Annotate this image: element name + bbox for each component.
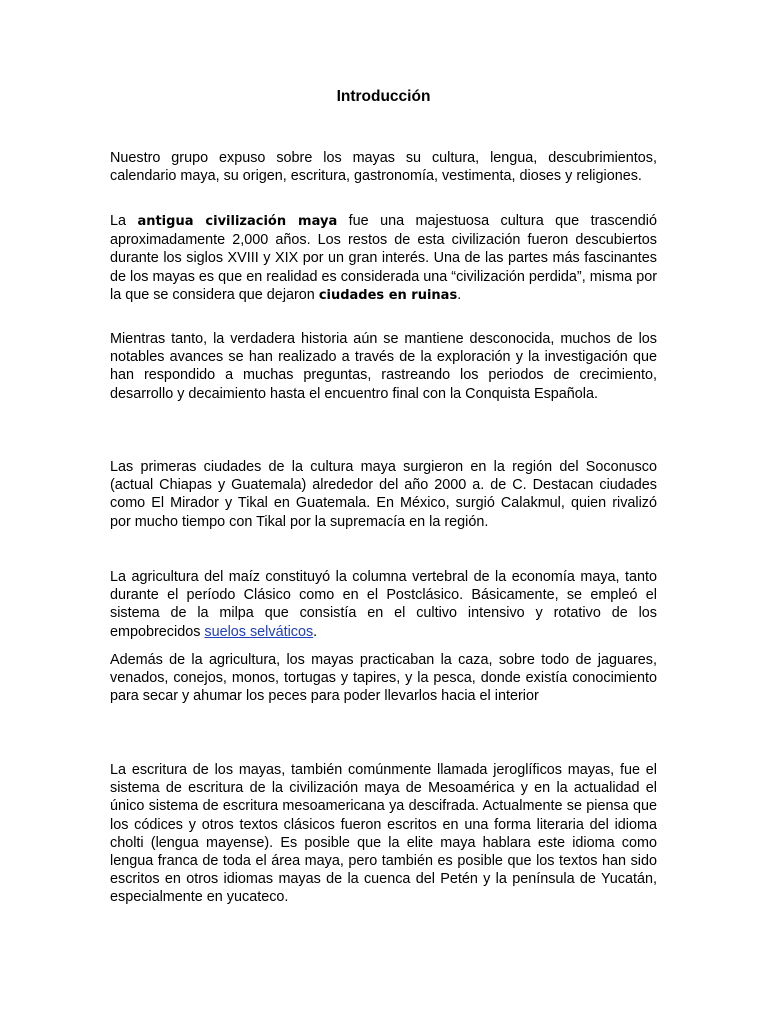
- bold-phrase-ciudades-en-ruinas: ciudades en ruinas: [318, 287, 458, 303]
- paragraph-ancient-civilization: [110, 212, 657, 305]
- paragraph-writing: La escritura de los mayas, también comúnmente llamada jeroglíficos mayas, fue el sistema de escritura de la civilización maya de Mesoamérica y en la actualidad el único sistema de escritura mesoamericana ya descifrada. Actualmente se piensa que los códices y otros textos clásicos fueron escritos en una forma literaria del idioma cholti (lengua mayense). Es posible que la elite maya hablara este idioma como lengua franca de toda el área maya, pero también es posible que los textos han sido escritos en otros idiomas mayas de la cuenca del Petén y la península de Yucatán, especialmente en yucateco.: [110, 762, 657, 906]
- paragraph-text: La: [110, 213, 138, 229]
- paragraph-history: Mientras tanto, la verdadera historia aún se mantiene desconocida, muchos de los notables avances se han realizado a través de la exploración y la investigación que han respondido a muchas preguntas, rastreando los periodos de crecimiento, desarrollo y decaimiento hasta el encuentro final con la Conquista Española.: [110, 331, 657, 402]
- paragraph-first-cities: Las primeras ciudades de la cultura maya surgieron en la región del Soconusco (actual Chiapas y Guatemala) alrededor del año 2000 a. de C. Destacan ciudades como El Mirador y Tikal en Guatemala. En México, surgió Calakmul, quien rivalizó por mucho tiempo con Tikal por la supremacía en la región.: [110, 459, 657, 530]
- paragraph-text: .: [313, 623, 318, 640]
- paragraph-group-topics: Nuestro grupo expuso sobre los mayas su cultura, lengua, descubrimientos, calendario maya, su origen, escritura, gastronomía, vestimenta, dioses y religiones.: [110, 150, 657, 185]
- link-suelos-selvaticos[interactable]: suelos selváticos: [204, 623, 314, 640]
- paragraph-agriculture: [110, 568, 657, 641]
- paragraph-hunting-fishing: Además de la agricultura, los mayas practicaban la caza, sobre todo de jaguares, venados, conejos, monos, tortugas y tapires, y la pesca, donde existía conocimiento para secar y ahumar los peces para poder llevarlos hacia el interior: [110, 652, 657, 705]
- paragraph-text: fue una majestuosa cultura que trascendió aproximadamente 2,000 años. Los restos de esta civilización fueron descubiertos durante los siglos XVIII y XIX por un gran interés. Una de las partes más fascinantes de los mayas es que en realidad es considerada una “civilización perdida”, misma por la que se considera que dejaron: [110, 213, 657, 303]
- paragraph-text: .: [457, 286, 462, 303]
- page-title: Introducción: [336, 88, 431, 105]
- paragraph-text: La agricultura del maíz constituyó la columna vertebral de la economía maya, tanto durante el período Clásico como en el Postclásico. Básicamente, se empleó el sistema de la milpa que consistía en el cultivo intensivo y rotativo de los empobrecidos: [110, 569, 657, 640]
- bold-phrase-antigua-civilizacion: antigua civilización maya: [137, 214, 338, 229]
